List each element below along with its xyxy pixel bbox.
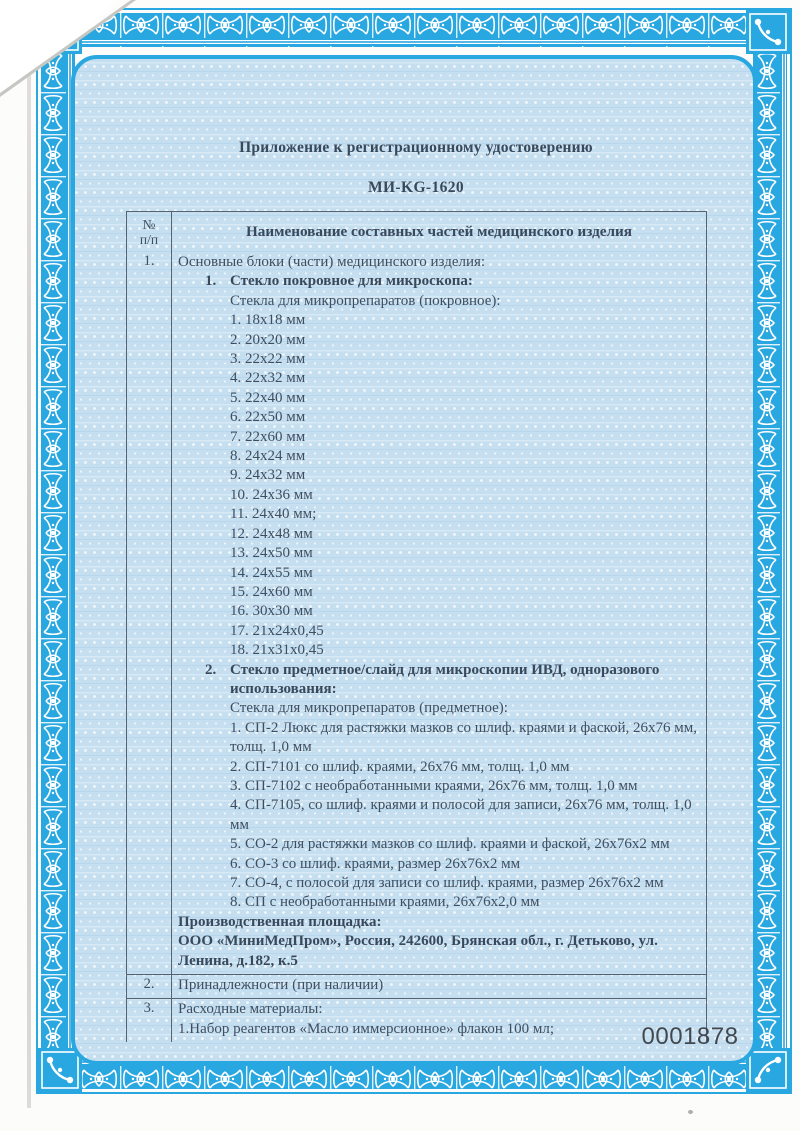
text-line: 8. СП с необработанными краями, 26х76х2,0 мм: [230, 894, 540, 911]
serial-number: 0001878: [641, 1023, 739, 1050]
text-line: 14. 24х55 мм: [230, 564, 313, 581]
text-line: 15. 24х60 мм: [230, 583, 313, 600]
header-number-column: [127, 212, 172, 252]
header-number-line2: п/п: [139, 232, 159, 247]
text-line: 2. 20х20 мм: [230, 331, 306, 348]
text-line: 11. 24х40 мм;: [230, 506, 317, 523]
text-line: 4. СП-7105, со шлиф. краями и полосой для записи, 26х76 мм, толщ. 1,0 мм: [230, 797, 692, 833]
row-number-cell: 2.: [127, 975, 172, 998]
text-line: 4. 22х32 мм: [230, 370, 306, 387]
text-line: 1.Набор реагентов «Масло иммерсионное» флакон 100 мл;: [178, 1020, 555, 1037]
row-number-cell: 1.: [127, 252, 172, 974]
table-row: [127, 974, 706, 998]
text-line: Стекла для микропрепаратов (предметное):: [230, 700, 508, 717]
text-line: 12. 24х48 мм: [230, 525, 313, 542]
text-line: 8. 24х24 мм: [230, 448, 306, 465]
text-line: 5. 22х40 мм: [230, 389, 306, 406]
text-line: [178, 661, 698, 700]
scan-speck: [688, 1110, 693, 1114]
text-line: 18. 21х31х0,45: [230, 642, 324, 659]
text-line: 1. СП-2 Люкс для растяжки мазков со шлиф. краями и фаской, 26х76 мм, толщ. 1,0 мм: [230, 719, 698, 756]
text-line: 16. 30х30 мм: [230, 603, 313, 620]
line-text: Стекло предметное/слайд для микроскопии ИВД, одноразового использования:: [230, 661, 660, 697]
row-number-cell: 3.: [127, 999, 172, 1042]
text-line: 7. 22х60 мм: [230, 428, 306, 445]
text-line: 6. СО-3 со шлиф. краями, размер 26х76х2 мм: [230, 855, 521, 872]
line-marker: 2.: [205, 661, 217, 678]
line-text: Стекло покровное для микроскопа:: [230, 273, 473, 290]
scan-page-edge: [27, 38, 31, 1108]
text-line: 3. СП-7102 с необработанными краями, 26х76 мм, толщ. 1,0 мм: [230, 777, 638, 794]
text-line: [178, 272, 698, 291]
text-line: 2. СП-7101 со шлиф. краями, 26х76 мм, толщ. 1,0 мм: [230, 758, 570, 775]
appendix-title: Приложение к регистрационному удостоверению: [239, 139, 593, 156]
text-line: 7. СО-4, с полосой для записи со шлиф. краями, размер 26х76х2 мм: [230, 875, 664, 891]
text-line: Производственная площадка:: [178, 913, 382, 930]
line-marker: 1.: [205, 273, 217, 290]
text-line: 5. СО-2 для растяжки мазков со шлиф. краями и фаской, 26х76х2 мм: [230, 836, 670, 853]
text-line: Стекла для микропрепаратов (покровное):: [230, 292, 501, 309]
text-line: 9. 24х32 мм: [230, 467, 306, 484]
certificate-content: [36, 8, 792, 1094]
text-line: 6. 22х50 мм: [230, 409, 306, 426]
text-line: Принадлежности (при наличии): [178, 977, 384, 994]
table-header-row: [127, 212, 706, 252]
components-table: [126, 211, 707, 1042]
header-number-line1: №: [142, 217, 156, 232]
text-line: 13. 24х50 мм: [230, 545, 313, 562]
text-line: 1. 18х18 мм: [230, 312, 306, 329]
table-rows: [127, 252, 706, 1042]
table-row: [127, 252, 706, 974]
row-content-cell: [172, 975, 706, 998]
text-line: 3. 22х22 мм: [230, 351, 306, 368]
text-line: Основные блоки (части) медицинского изделия:: [178, 254, 486, 270]
text-line: Расходные материалы:: [178, 1001, 323, 1018]
header-name-column: Наименование составных частей медицинского изделия: [245, 223, 633, 240]
text-line: 10. 24х36 мм: [230, 486, 313, 503]
row-content-cell: [172, 252, 706, 974]
text-line: 17. 21х24х0,45: [230, 622, 324, 639]
text-line: ООО «МиниМедПром», Россия, 242600, Брянская обл., г. Детьково, ул. Ленина, д.182, к.5: [178, 933, 658, 969]
registration-number: МИ-KG-1620: [367, 179, 465, 196]
